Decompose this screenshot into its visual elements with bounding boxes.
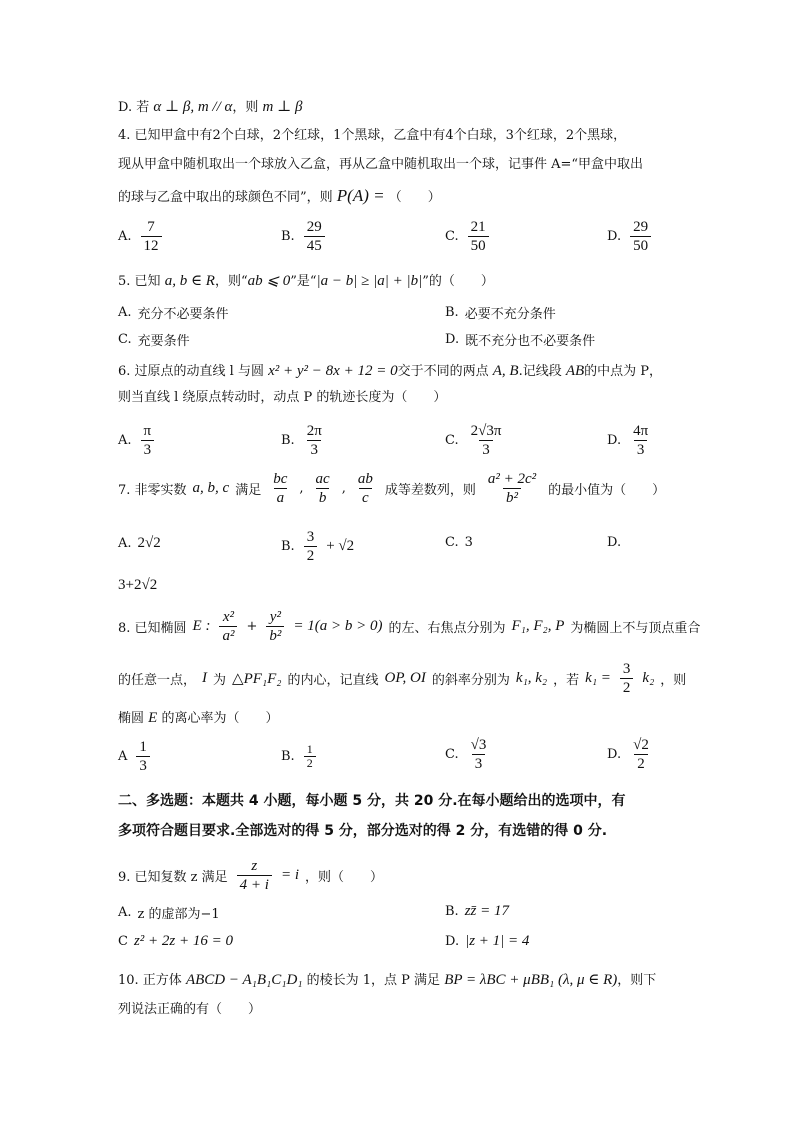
- q8-option-c[interactable]: C. $\frac{√3}{3}$: [445, 736, 492, 773]
- q5-stem: 5. 已知 a, b ∈ R，则“ab ⩽ 0”是“|a − b| ≥ |a| + |b|”的（ ）: [118, 273, 494, 289]
- fraction: $\frac{√2}{2}$: [633, 737, 649, 772]
- q9-option-c[interactable]: C z² + 2z + 16 = 0: [118, 933, 233, 949]
- q6-option-b[interactable]: B. $\frac{2\pi}{3}$: [281, 422, 328, 459]
- q7-option-d-value: 3+2√2: [118, 577, 158, 593]
- fraction: $\frac{bc}{a}$: [273, 471, 288, 506]
- fraction: $\frac{ab}{c}$: [357, 471, 373, 506]
- q7-option-b[interactable]: B. $\frac{3}{2}$ + √2: [281, 529, 355, 564]
- q8-option-d[interactable]: D. $\frac{√2}{2}$: [607, 736, 655, 773]
- fraction: $\frac{2\pi}{3}$: [306, 423, 322, 458]
- q9-option-a[interactable]: A. z 的虚部为−1: [118, 905, 220, 922]
- q6-line-2: 则当直线 l 绕原点转动时，动点 P 的轨迹长度为（ ）: [118, 390, 447, 405]
- q9-option-d[interactable]: D. |z + 1| = 4: [445, 933, 530, 949]
- fraction: $\frac{4\pi}{3}$: [633, 423, 649, 458]
- fraction: $\frac{29}{50}$: [630, 218, 651, 255]
- q4-line-1: 4. 已知甲盒中有2个白球，2个红球，1个黑球，乙盒中有4个白球，3个红球，2个黑球，: [118, 128, 627, 143]
- q5-option-b[interactable]: B. 必要不充分条件: [445, 305, 556, 322]
- fraction: $\frac{29}{45}$: [304, 218, 325, 255]
- fraction: $\frac{1}{2}$: [304, 743, 316, 770]
- q3-option-d: D. 若 α ⊥ β, m // α，则 m ⊥ β: [118, 99, 303, 115]
- q10-line-1: 10. 正方体 ABCD − A₁B₁C₁D₁ 的棱长为 1，点 P 满足 BP = λBC + μBB₁ (λ, μ ∈ R)，则下: [118, 972, 657, 988]
- q8-line-3: 椭圆 E 的离心率为（ ）: [118, 710, 279, 726]
- q6-option-a[interactable]: A. $\frac{\pi}{3}$: [118, 422, 157, 459]
- q7-stem: 7. 非零实数 a, b, c 满足 $\frac{bc}{a}$ , $\frac{ac}{b}$ , $\frac{ab}{c}$ 成等差数列，则 $\frac{\text{a² + 2c²}}{\text{b²}}$ 的最小值为（ ）: [118, 471, 666, 506]
- fraction: $\frac{\text{x²}}{\text{a²}}$: [219, 608, 237, 645]
- q4-option-c[interactable]: C. $\frac{21}{50}$: [445, 218, 492, 255]
- q9-stem: 9. 已知复数 z 满足 $\frac{z}{4 + i}$ = i ，则（ ）: [118, 858, 384, 893]
- q9-option-b[interactable]: B. zz̄ = 17: [445, 903, 509, 919]
- fraction: $\frac{\pi}{3}$: [141, 422, 155, 459]
- section-title-line-2: 多项符合题目要求.全部选对的得 5 分，部分选对的得 2 分，有选错的得 0 分.: [118, 823, 608, 839]
- fraction: $\frac{z}{4 + i}$: [237, 857, 272, 894]
- q8-line-2: 的任意一点， I 为 △PF₁F₂ 的内心，记直线 OP, OI 的斜率分别为 k₁, k₂ ，若 k₁ = $\frac{3}{2}$ k₂ ，则: [118, 661, 687, 696]
- fraction: $\frac{√3}{3}$: [470, 737, 487, 772]
- q6-line-1: 6. 过原点的动直线 l 与圆 x² + y² − 8x + 12 = 0交于不同的两点 A, B.记线段 AB的中点为 P，: [118, 363, 663, 379]
- q5-option-c[interactable]: C. 充要条件: [118, 332, 190, 349]
- fraction: $\frac{21}{50}$: [468, 218, 489, 255]
- q7-option-a[interactable]: A. 2√2: [118, 535, 161, 551]
- q8-option-a[interactable]: A $\frac{1}{3}$: [118, 738, 153, 775]
- q6-option-d[interactable]: D. $\frac{4\pi}{3}$: [607, 422, 654, 459]
- fraction: $\frac{2√3\pi}{3}$: [470, 423, 502, 458]
- fraction: $\frac{3}{2}$: [304, 528, 318, 565]
- fraction: $\frac{\text{a² + 2c²}}{\text{b²}}$: [487, 471, 537, 506]
- q7-option-c[interactable]: C. 3: [445, 535, 473, 550]
- fraction: $\frac{3}{2}$: [620, 660, 634, 697]
- q7-option-d[interactable]: D.: [607, 535, 622, 550]
- q4-option-b[interactable]: B. $\frac{29}{45}$: [281, 218, 328, 255]
- q4-option-d[interactable]: D. $\frac{29}{50}$: [607, 218, 654, 255]
- fraction: $\frac{\text{y²}}{\text{b²}}$: [266, 608, 284, 645]
- q4-line-3: 的球与乙盒中取出的球颜色不同”，则 P(A) = （ ）: [118, 186, 441, 205]
- q8-option-b[interactable]: B. $\frac{1}{2}$: [281, 743, 319, 770]
- q6-option-c[interactable]: C. $\frac{2√3\pi}{3}$: [445, 422, 507, 459]
- q5-option-a[interactable]: A. 充分不必要条件: [118, 305, 229, 322]
- fraction: $\frac{ac}{b}$: [315, 471, 330, 506]
- fraction: $\frac{7}{12}$: [141, 218, 162, 255]
- section-title-line-1: 二、多选题：本题共 4 小题，每小题 5 分，共 20 分.在每小题给出的选项中，有: [118, 793, 626, 809]
- fraction: $\frac{1}{3}$: [136, 738, 150, 775]
- q10-line-2: 列说法正确的有（ ）: [118, 1002, 262, 1017]
- q8-line-1: 8. 已知椭圆 E : $\frac{\text{x²}}{\text{a²}}$ + $\frac{\text{y²}}{\text{b²}}$ = 1(a > b > 0) 的左、右焦点分别为 F₁, F₂, P 为椭圆上不与顶点重合: [118, 609, 701, 644]
- q5-option-d[interactable]: D. 既不充分也不必要条件: [445, 332, 596, 349]
- q4-line-2: 现从甲盒中随机取出一个球放入乙盒，再从乙盒中随机取出一个球，记事件 A=“甲盒中取出: [118, 157, 644, 172]
- q4-option-a[interactable]: A. $\frac{7}{12}$: [118, 218, 165, 255]
